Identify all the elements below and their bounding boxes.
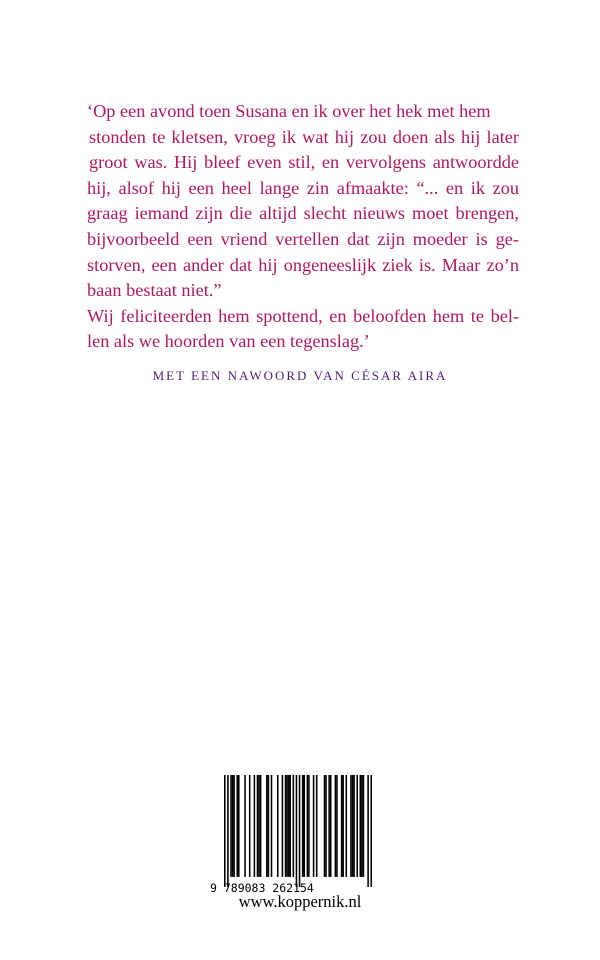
barcode-bar [236, 775, 238, 877]
barcode-bar [230, 775, 232, 877]
barcode-bar [361, 775, 363, 877]
barcode-bar [277, 775, 279, 877]
barcode-bar [285, 775, 287, 877]
blurb-quote [87, 99, 519, 355]
barcode-bar [282, 775, 284, 877]
barcode-bar [307, 775, 309, 877]
barcode-bar [260, 775, 262, 877]
barcode-bar [227, 775, 229, 887]
quote-line: storven, een ander dat hij ongeneeslijk ziek is. Maar zo’n [87, 254, 519, 275]
barcode-bar [341, 775, 343, 877]
barcode-bar [286, 775, 288, 877]
barcode-bar [302, 775, 304, 877]
barcode-bar [249, 775, 251, 877]
barcode-bar [303, 775, 305, 877]
barcode-bar [257, 775, 259, 877]
barcode-bar [336, 775, 338, 877]
barcode-bar [288, 775, 290, 877]
barcode-bar [296, 775, 298, 887]
quote-line: bijvoorbeeld een vriend vertellen dat zijn moeder is ge- [87, 228, 519, 249]
barcode-bar [350, 775, 352, 877]
barcode-bar [328, 775, 330, 877]
barcode-bar [360, 775, 362, 877]
publisher-website: www.koppernik.nl [238, 892, 362, 911]
barcode-bar [232, 775, 234, 877]
quote-line: baan bestaat niet.” [87, 280, 222, 301]
barcode-bar [293, 775, 295, 877]
afterword-credit: MET EEN NAWOORD VAN CÉSAR AIRA [152, 368, 448, 383]
barcode-bar [244, 775, 246, 877]
barcode-bar [254, 775, 256, 877]
barcode-bar [289, 775, 291, 877]
barcode-bar [342, 775, 344, 877]
barcode-bar [335, 775, 337, 877]
barcode-bar [313, 775, 315, 877]
quote-line: len als we hoorden van een tegenslag.’ [87, 331, 370, 352]
isbn-barcode [210, 775, 372, 897]
isbn-number: 9 789083 262154 [210, 881, 314, 895]
barcode-bar [316, 775, 318, 877]
barcode-bar [233, 775, 235, 877]
barcode-bar [325, 775, 327, 877]
barcode-bar [353, 775, 355, 877]
barcode-bar [370, 775, 372, 887]
barcode-bar [308, 775, 310, 877]
barcode-bar [356, 775, 358, 877]
quote-line: Wij feliciteerden hem spottend, en beloofden hem te bel- [87, 305, 519, 326]
barcode-bars [224, 775, 372, 887]
barcode-bar [266, 775, 268, 877]
quote-line: hij, alsof hij een heel lange zin afmaakte: “... en ik zou [87, 177, 519, 198]
barcode-bar [238, 775, 240, 877]
quote-line: graag iemand zijn die altijd slecht nieuws moet brengen, [87, 203, 519, 224]
barcode-bar [352, 775, 354, 877]
quote-line: stonden te kletsen, vroeg ik wat hij zou doen als hij later [89, 126, 519, 147]
barcode-bar [330, 775, 332, 877]
barcode-bar [268, 775, 270, 877]
barcode-bar [367, 775, 369, 887]
barcode-bar [224, 775, 226, 887]
barcode-bar [324, 775, 326, 877]
barcode-bar [271, 775, 273, 877]
barcode-bar [346, 775, 348, 877]
barcode-bar [258, 775, 260, 877]
barcode-bar [363, 775, 365, 877]
barcode-bar [299, 775, 301, 887]
quote-line: groot was. Hij bleef even stil, en vervolgens antwoordde [89, 152, 519, 173]
quote-line: ‘Op een avond toen Susana en ik over het hek met hem [87, 101, 491, 121]
